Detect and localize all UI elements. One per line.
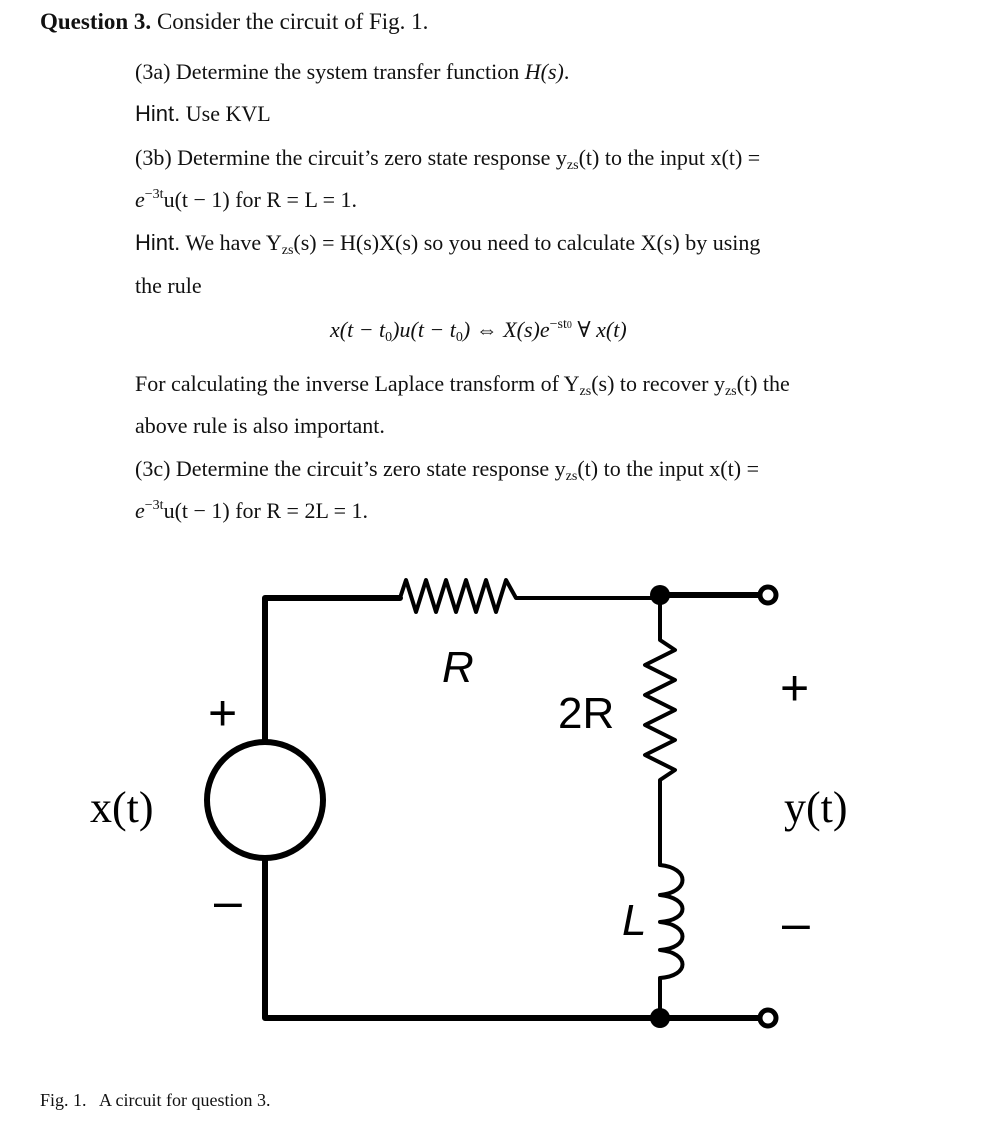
hint2-rest: (s) = H(s)X(s) so you need to calculate X(s) by using	[293, 230, 761, 255]
part-c-cond: u(t − 1) for R = 2L = 1.	[163, 498, 368, 523]
part-c-line2	[135, 497, 368, 525]
rule-exp-sub: 0	[566, 320, 572, 331]
source-label: x(t)	[90, 783, 154, 832]
shift-rule	[330, 316, 627, 344]
part-c-mid: (t) to the input x(t) =	[577, 456, 759, 481]
figure-caption: Fig. 1. A circuit for question 3.	[40, 1090, 271, 1110]
part-b-mid: (t) to the input x(t) =	[578, 145, 761, 170]
hint2-sub: zs	[281, 243, 294, 258]
inverse-sub2: zs	[724, 384, 737, 399]
rule-arrow: ) ⇔ X(s)e	[462, 317, 550, 342]
terminal-top	[760, 587, 776, 603]
voltage-source	[207, 742, 323, 858]
hint-label: Hint.	[135, 101, 181, 126]
inverse-sub1: zs	[579, 384, 592, 399]
part-c-lead: (3c) Determine the circuit’s zero state response y	[135, 456, 566, 481]
rule-mid: )u(t − t	[392, 317, 456, 342]
wire-left-top	[265, 598, 400, 740]
source-minus: –	[214, 873, 242, 929]
part-a-text: (3a) Determine the system transfer function	[135, 59, 520, 84]
inverse-c: (t) the	[736, 371, 790, 396]
part-c-exp-base: e	[135, 498, 145, 523]
inverse-line2: above rule is also important.	[135, 413, 385, 438]
inverse-a: For calculating the inverse Laplace transform of Y	[135, 371, 580, 396]
hint2-text: We have Y	[185, 230, 282, 255]
part-a-end: .	[563, 59, 570, 84]
part-a-func: H(s)	[524, 59, 564, 84]
resistor-r-label: R	[442, 643, 474, 692]
question-heading	[40, 8, 428, 36]
part-b-cond: u(t − 1) for R = L = 1.	[163, 187, 357, 212]
part-b-line2	[135, 186, 357, 214]
part-c-exp: −3t	[144, 498, 164, 513]
rule-exp-text: −st	[549, 317, 567, 332]
part-c-line1	[135, 455, 759, 483]
terminal-bottom	[760, 1010, 776, 1026]
inverse-note-line1	[135, 370, 790, 398]
resistor-2r-label: 2R	[558, 689, 615, 738]
hint2-label: Hint.	[135, 230, 181, 255]
part-b-line1	[135, 144, 915, 172]
junction-top	[650, 585, 670, 605]
hint-kvl	[135, 100, 271, 128]
question-text: Consider the circuit of Fig. 1.	[156, 9, 429, 34]
rule-sub1: 0	[455, 330, 463, 345]
part-b-text	[135, 144, 760, 172]
part-b-exp: −3t	[144, 187, 164, 202]
inductor-label: L	[622, 896, 647, 945]
output-minus: –	[782, 895, 810, 951]
hint2-cont: the rule	[135, 273, 202, 298]
part-c-sub: zs	[565, 469, 578, 484]
inductor-l	[660, 865, 683, 1018]
part-a	[135, 58, 569, 86]
wire-left-bottom	[265, 860, 660, 1018]
part-b-sub: zs	[566, 158, 579, 173]
rule-exp	[550, 317, 572, 332]
inverse-note-line2	[135, 412, 385, 440]
resistor-2r	[645, 598, 675, 865]
source-plus: +	[208, 685, 238, 741]
inverse-b: (s) to recover y	[591, 371, 725, 396]
output-plus: +	[780, 660, 810, 716]
circuit-diagram	[0, 540, 1004, 1085]
rule-right: ∀ x(t)	[577, 317, 627, 342]
rule-sub0: 0	[385, 330, 393, 345]
part-b-exp-base: e	[135, 187, 145, 212]
hint2-line1	[135, 229, 760, 257]
junction-bottom	[650, 1008, 670, 1028]
hint2-line2	[135, 272, 202, 300]
part-b-lead: (3b) Determine the circuit’s zero state response y	[135, 145, 567, 170]
output-label: y(t)	[784, 783, 848, 832]
question-label: Question 3.	[40, 9, 152, 34]
hint-text: Use KVL	[185, 101, 271, 126]
resistor-r	[400, 580, 660, 612]
rule-left: x(t − t	[330, 317, 386, 342]
